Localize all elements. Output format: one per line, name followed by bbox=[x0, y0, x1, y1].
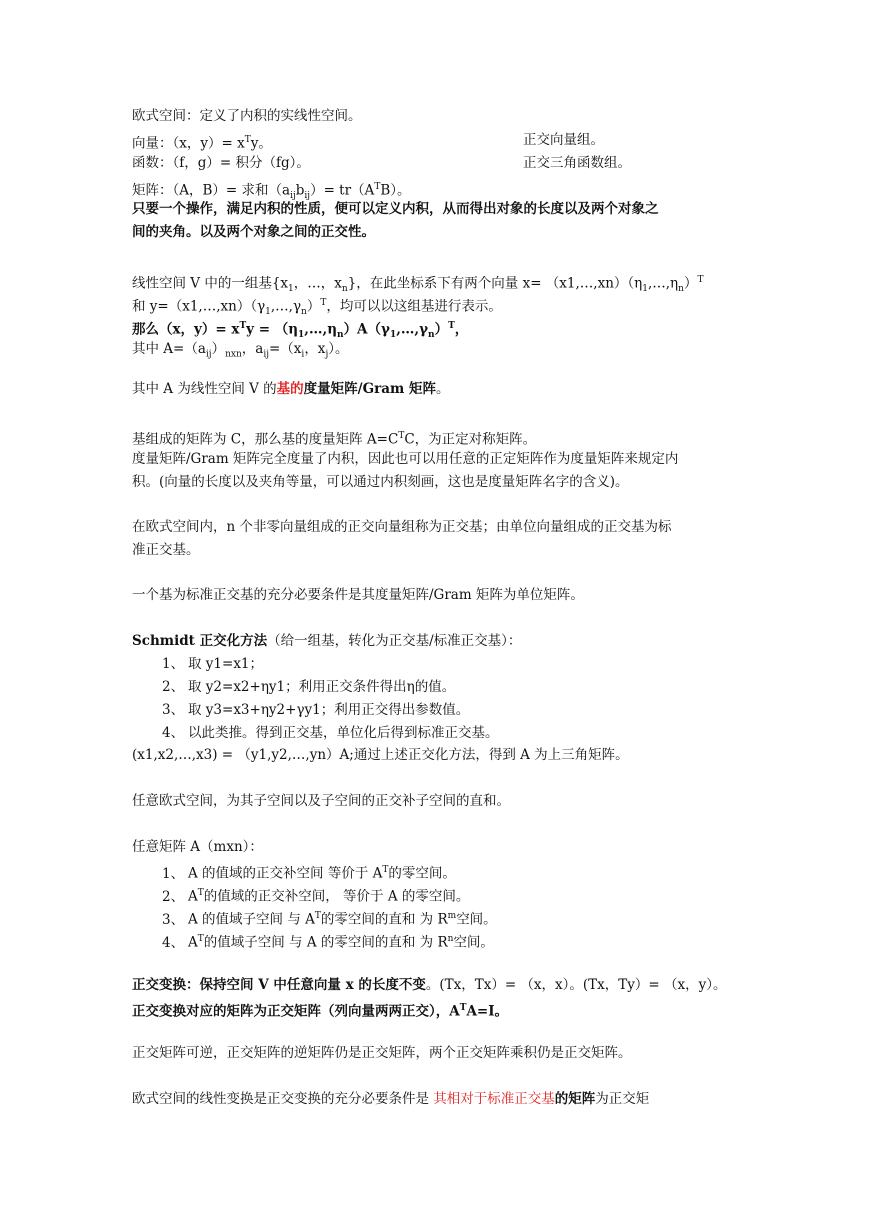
line-euclidean-transform: 欧式空间的线性变换是正交变换的充分必要条件是 其相对于标准正交基的矩阵为正交矩 bbox=[132, 1091, 650, 1107]
line-basis-1: 线性空间 V 中的一组基{$x_1$，…，$x_n$}，在此坐标系下有两个向量 $x= (x1,\dots,xn)(\eta_1,\dots,\eta_n)^T$ bbox=[132, 275, 704, 295]
line-bold-operation-2: 间的夹角。以及两个对象之间的正交性。 bbox=[132, 224, 375, 240]
line-metric-2: 积。(向量的长度以及夹角等量，可以通过内积刻画，这也是度量矩阵名字的含义)。 bbox=[132, 474, 629, 490]
line-orthogonal-basis-2: 准正交基。 bbox=[132, 542, 200, 558]
line-orthogonal-basis-1: 在欧式空间内，n 个非零向量组成的正交向量组称为正交基；由单位向量组成的正交基为标 bbox=[132, 519, 672, 535]
line-matrix: 矩阵：（A，B）= 求和$(a_{ij}b_{ij})= tr(A^TB)$。 bbox=[132, 182, 411, 202]
line-orthogonal-transform: 正交变换：保持空间 V 中任意向量 x 的长度不变。(Tx，Tx）= （x，x）。(Tx，Ty）= （x，y）。 bbox=[132, 977, 727, 993]
line-orthogonal-matrix: 正交变换对应的矩阵为正交矩阵（列向量两两正交），$A^TA=I$。 bbox=[132, 1003, 509, 1020]
schmidt-step-3: 3、 取 y3=x3+ηy2+γy1；利用正交得出参数值。 bbox=[162, 702, 470, 718]
line-vector-right: 正交向量组。 bbox=[523, 132, 604, 148]
schmidt-step-4: 4、 以此类推。得到正交基，单位化后得到标准正交基。 bbox=[162, 725, 499, 741]
line-basis-2: 和 $y=(x1,\dots,xn)(\gamma_1,\dots,\gamma_n)^T$，均可以以这组基进行表示。 bbox=[132, 298, 502, 318]
line-invertible: 正交矩阵可逆，正交矩阵的逆矩阵仍是正交矩阵，两个正交矩阵乘积仍是正交矩阵。 bbox=[132, 1045, 632, 1061]
line-function-right: 正交三角函数组。 bbox=[523, 155, 631, 171]
line-bold-inner-product: 那么（x，$y)= x^Ty$ = $(\eta_1,\dots,\eta_n)A(\gamma_1,\dots,\gamma_n)^T$， bbox=[132, 321, 469, 341]
line-any-matrix: 任意矩阵 A（mxn）： bbox=[132, 839, 263, 855]
line-direct-sum: 任意欧式空间，为其子空间以及子空间的正交补子空间的直和。 bbox=[132, 793, 510, 809]
line-matrix-a: 其中 $A=(a_{ij})_{nxn}$，$a_{ij}=(x_i$，$x_j$）。 bbox=[132, 341, 349, 360]
line-definition: 欧式空间：定义了内积的实线性空间。 bbox=[132, 108, 362, 124]
line-basis-matrix: 基组成的矩阵为 C，那么基的度量矩阵 $A=C^TC$，为正定对称矩阵。 bbox=[132, 431, 537, 448]
line-function: 函数：（f，g）= 积分（fg）。 bbox=[132, 155, 310, 171]
line-gram: 其中 A 为线性空间 V 的基的度量矩阵/Gram 矩阵。 bbox=[132, 381, 450, 397]
line-schmidt-heading: Schmidt 正交化方法（给一组基，转化为正交基/标准正交基）： bbox=[132, 633, 522, 649]
subspace-item-2: 2、 $A^T$的值域的正交补空间， 等价于 A 的零空间。 bbox=[162, 888, 470, 905]
line-schmidt-result: (x1,x2,…,x3) = （y1,y2,…,yn）A;通过上述正交化方法，得到 A 为上三角矩阵。 bbox=[132, 747, 629, 763]
schmidt-step-1: 1、 取 y1=x1； bbox=[162, 656, 264, 672]
line-metric-1: 度量矩阵/Gram 矩阵完全度量了内积，因此也可以用任意的正定矩阵作为度量矩阵来规定内 bbox=[132, 451, 679, 467]
subspace-item-4: 4、 $A^T$的值域子空间 与 A 的零空间的直和 为 $R^n$空间。 bbox=[162, 934, 494, 951]
line-bold-operation-1: 只要一个操作，满足内积的性质，便可以定义内积，从而得出对象的长度以及两个对象之 bbox=[132, 201, 659, 217]
line-condition: 一个基为标准正交基的充分必要条件是其度量矩阵/Gram 矩阵为单位矩阵。 bbox=[132, 587, 584, 603]
line-vector: 向量：（x，$y)= x^Ty$。 bbox=[132, 135, 272, 152]
schmidt-step-2: 2、 取 y2=x2+ηy1；利用正交条件得出η的值。 bbox=[162, 679, 456, 695]
subspace-item-1: 1、 A 的值域的正交补空间 等价于 $A^T$的零空间。 bbox=[162, 865, 456, 882]
subspace-item-3: 3、 A 的值域子空间 与 $A^T$的零空间的直和 为 $R^m$空间。 bbox=[162, 911, 497, 928]
